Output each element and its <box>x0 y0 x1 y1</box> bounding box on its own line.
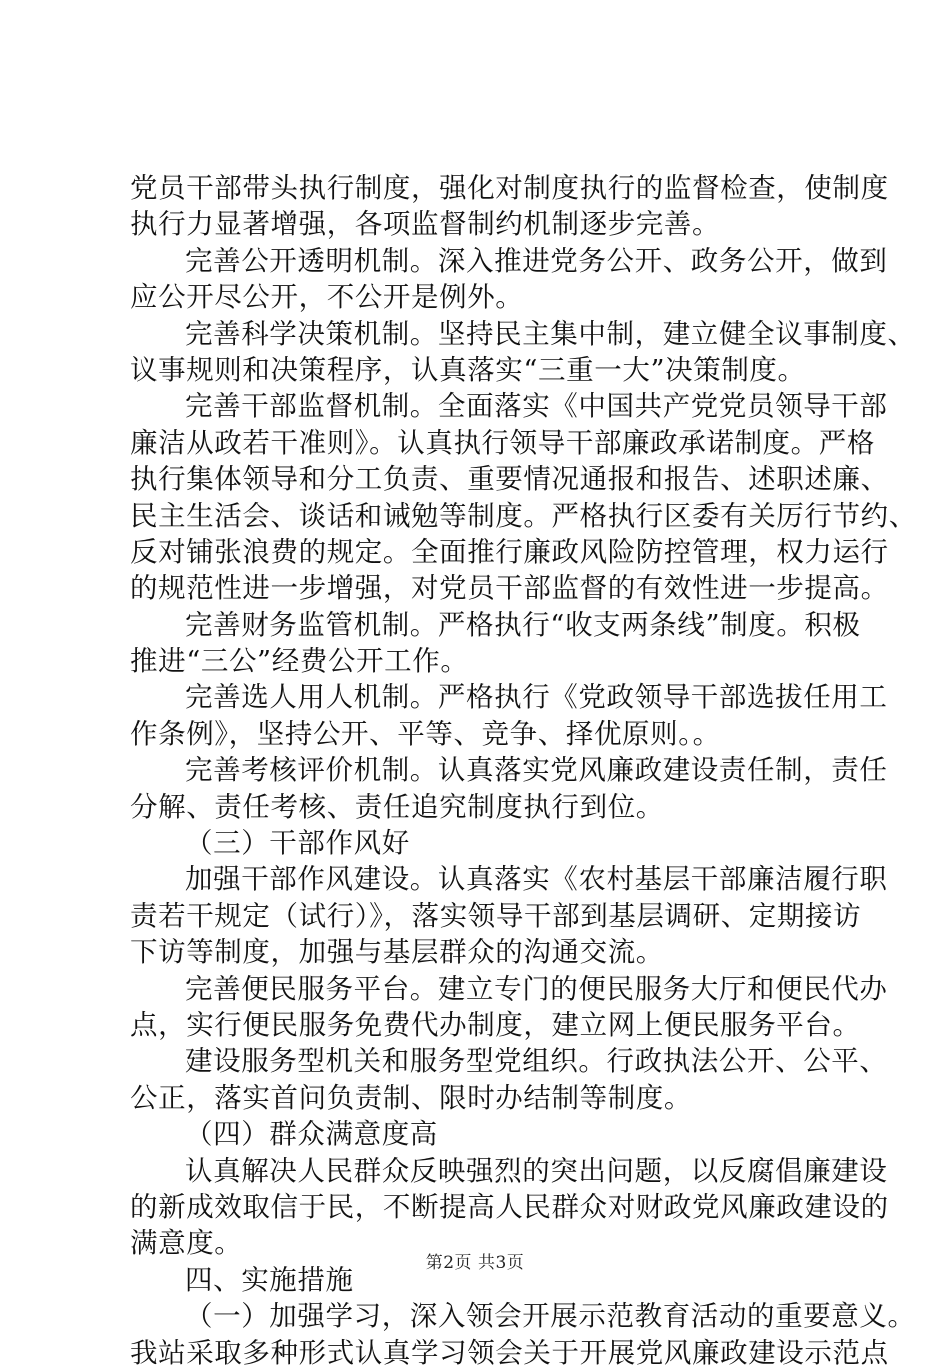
section-heading: （四）群众满意度高 <box>185 1118 438 1151</box>
paragraph-start: （一）加强学习，深入领会开展示范教育活动的重要意义。 <box>185 1300 916 1333</box>
section-heading: （三）干部作风好 <box>185 827 410 860</box>
document-body <box>130 170 917 1371</box>
text-line: 执行力显著增强，各项监督制约机制逐步完善。 <box>130 208 721 241</box>
page-number-footer: 第2页 共3页 <box>425 1253 525 1273</box>
paragraph-start: 完善干部监督机制。全面落实《中国共产党党员领导干部 <box>185 390 888 423</box>
text-line: 的规范性进一步增强，对党员干部监督的有效性进一步提高。 <box>130 572 889 605</box>
paragraph-start: 建设服务型机关和服务型党组织。行政执法公开、公平、 <box>185 1045 888 1078</box>
text-line: 反对铺张浪费的规定。全面推行廉政风险防控管理，权力运行 <box>130 535 889 568</box>
text-line: 的新成效取信于民，不断提高人民群众对财政党风廉政建设的 <box>130 1190 889 1223</box>
text-line: 党员干部带头执行制度，强化对制度执行的监督检查，使制度 <box>130 172 889 204</box>
text-line: 公正，落实首问负责制、限时办结制等制度。 <box>130 1081 692 1114</box>
paragraph-start: 完善选人用人机制。严格执行《党政领导干部选拔任用工 <box>185 681 888 714</box>
text-line: 满意度。 <box>130 1227 243 1260</box>
section-heading: 四、实施措施 <box>185 1263 354 1296</box>
paragraph-start: 完善财务监管机制。严格执行“收支两条线”制度。积极 <box>185 608 861 641</box>
paragraph-start: 完善公开透明机制。深入推进党务公开、政务公开，做到 <box>185 244 888 277</box>
text-line: 民主生活会、谈话和诫勉等制度。严格执行区委有关厉行节约、 <box>130 499 917 532</box>
text-line: 作条例》，坚持公开、平等、竞争、择优原则。。 <box>130 717 721 750</box>
paragraph-start: 认真解决人民群众反映强烈的突出问题，以反腐倡廉建设 <box>185 1154 888 1187</box>
text-line: 责若干规定（试行）》，落实领导干部到基层调研、定期接访 <box>130 899 862 932</box>
text-line: 廉洁从政若干准则》。认真执行领导干部廉政承诺制度。严格 <box>130 426 875 459</box>
text-line: 点，实行便民服务免费代办制度，建立网上便民服务平台。 <box>130 1008 861 1041</box>
text-line: 推进“三公”经费公开工作。 <box>130 645 469 678</box>
paragraph-start: 完善科学决策机制。坚持民主集中制，建立健全议事制度、 <box>185 317 916 350</box>
text-line: 下访等制度，加强与基层群众的沟通交流。 <box>130 936 664 969</box>
text-line: 议事规则和决策程序，认真落实“三重一大”决策制度。 <box>130 353 806 386</box>
paragraph-start: 完善便民服务平台。建立专门的便民服务大厅和便民代办 <box>185 972 888 1005</box>
text-line: 我站采取多种形式认真学习领会关于开展党风廉政建设示范点 <box>130 1336 889 1369</box>
text-line: 分解、责任考核、责任追究制度执行到位。 <box>130 790 664 823</box>
text-line: 应公开尽公开，不公开是例外。 <box>130 281 524 314</box>
paragraph-start: 完善考核评价机制。认真落实党风廉政建设责任制，责任 <box>185 754 888 787</box>
text-line: 执行集体领导和分工负责、重要情况通报和报告、述职述廉、 <box>130 463 889 496</box>
paragraph-start: 加强干部作风建设。认真落实《农村基层干部廉洁履行职 <box>185 863 888 896</box>
